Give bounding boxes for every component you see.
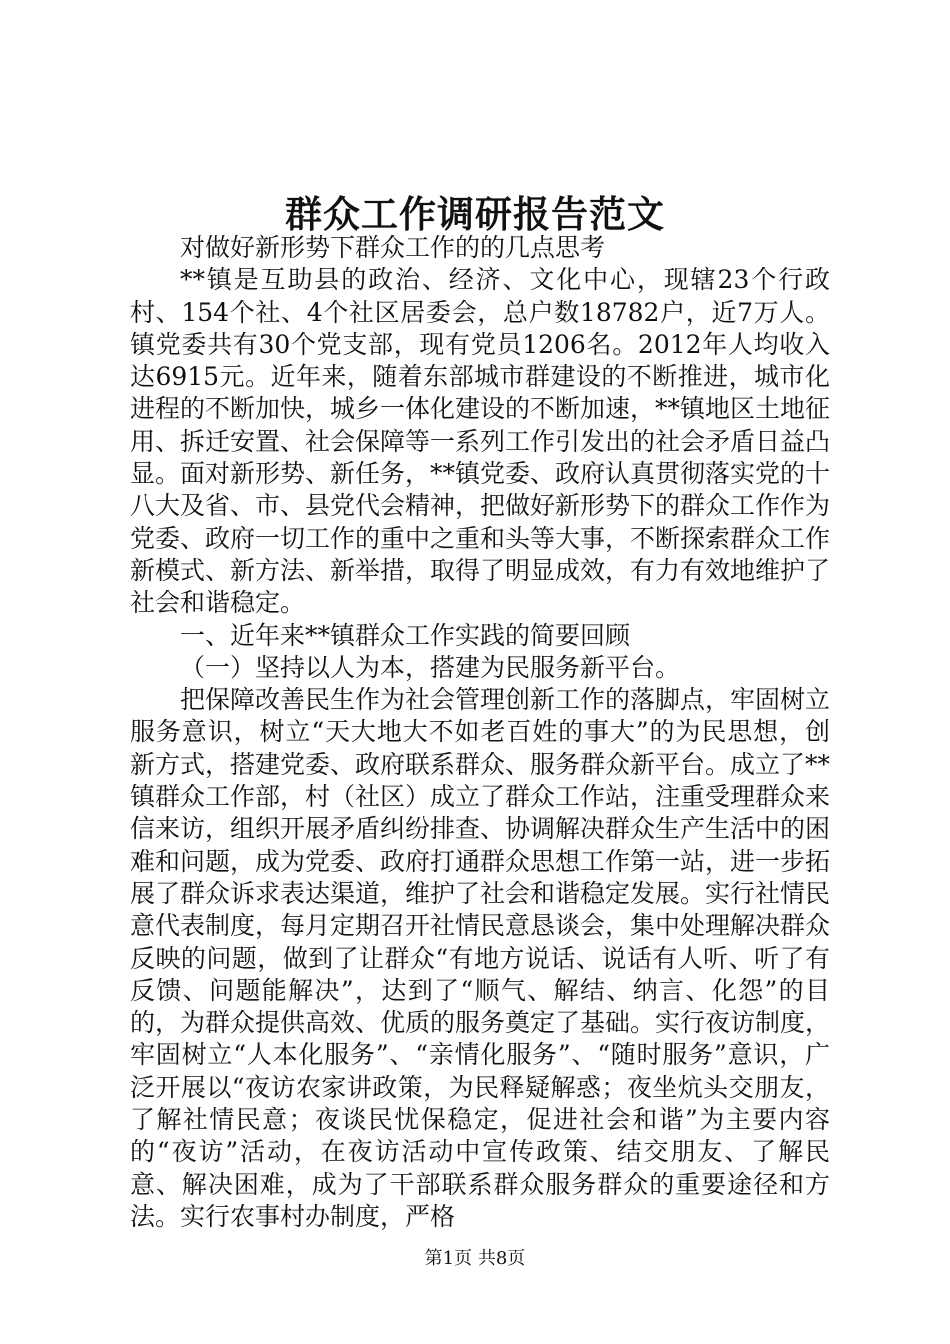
section-heading: 一、近年来**镇群众工作实践的简要回顾 [180,620,631,650]
intro-paragraph: **镇是互助县的政治、经济、文化中心，现辖23个行政村、154个社、4个社区居委会，总户数18782户，近7万人。镇党委共有30个党支部，现有党员1206名。2012年人均收入达6915元。近年来，随着东部城市群建设的不断推进，城市化进程的不断加快，城乡一体化建设的不断加速，**镇地区土地征用、拆迁安置、社会保障等一系列工作引发出的社会矛盾日益凸显。面对新形势、新任务，**镇党委、政府认真贯彻落实党的十八大及省、市、县党代会精神，把做好新形势下的群众工作作为党委、政府一切工作的重中之重和头等大事，不断探索群众工作新模式、新方法、新举措，取得了明显成效，有力有效地维护了社会和谐稳定。 [130,265,831,618]
body-paragraph: 把保障改善民生作为社会管理创新工作的落脚点，牢固树立服务意识，树立“天大地大不如老百姓的事大”的为民思想，创新方式，搭建党委、政府联系群众、服务群众新平台。成立了**镇群众工作部，村（社区）成立了群众工作站，注重受理群众来信来访，组织开展矛盾纠纷排查、协调解决群众生产生活中的困难和问题，成为党委、政府打通群众思想工作第一站，进一步拓展了群众诉求表达渠道，维护了社会和谐稳定发展。实行社情民意代表制度，每月定期召开社情民意恳谈会，集中处理解决群众反映的问题，做到了让群众“有地方说话、说话有人听、听了有反馈、问题能解决”，达到了“顺气、解结、纳言、化怨”的目的，为群众提供高效、优质的服务奠定了基础。实行夜访制度，牢固树立“人本化服务”、“亲情化服务”、“随时服务”意识，广泛开展以“夜访农家讲政策，为民释疑解惑；夜坐炕头交朋友，了解社情民意；夜谈民忧保稳定，促进社会和谐”为主要内容的“夜访”活动，在夜访活动中宣传政策、结交朋友、了解民意、解决困难，成为了干部联系群众服务群众的重要途径和方法。实行农事村办制度，严格 [130,685,831,1231]
document-title: 群众工作调研报告范文 [285,192,665,236]
subsection-heading: （一）坚持以人为本，搭建为民服务新平台。 [180,652,681,682]
subtitle-paragraph: 对做好新形势下群众工作的的几点思考 [180,233,606,262]
page-footer: 第1页 共8页 [424,1248,526,1269]
document-body [130,232,830,1233]
